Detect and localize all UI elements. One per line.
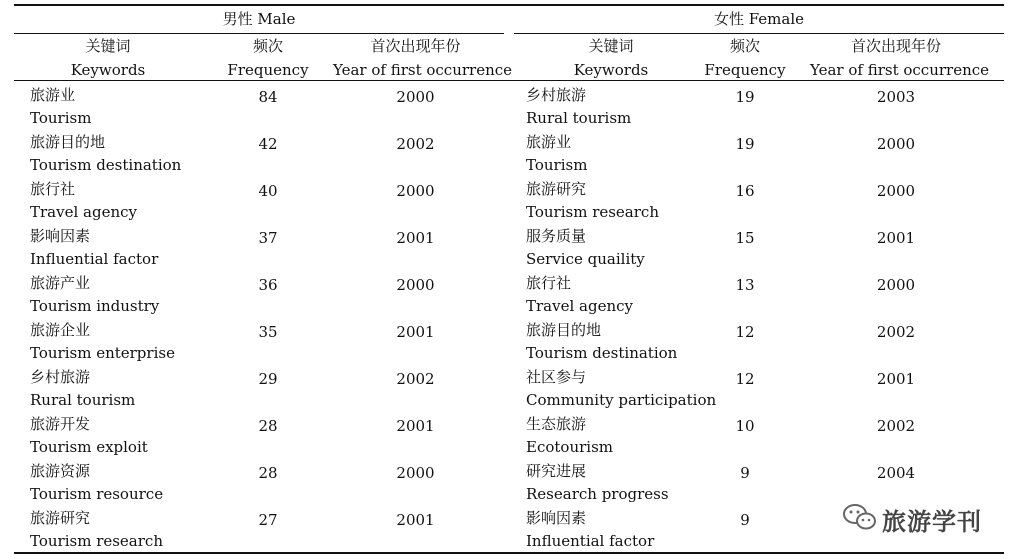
female-keyword-zh: 研究进展	[526, 462, 587, 480]
male-keyword-zh: 旅游研究	[30, 509, 91, 527]
male-frequency: 37	[258, 229, 278, 247]
male-keyword-en: Tourism destination	[30, 156, 182, 174]
male-keyword-en: Tourism industry	[30, 297, 160, 315]
male-keyword-zh: 旅游企业	[30, 321, 91, 339]
female-frequency: 13	[735, 276, 755, 294]
male-keyword-zh: 旅游业	[30, 86, 76, 104]
male-keyword-en: Rural tourism	[30, 391, 136, 409]
female-col-year-zh: 首次出现年份	[850, 37, 941, 55]
female-first-year: 2001	[876, 229, 916, 247]
female-col-freq-zh: 频次	[729, 37, 760, 55]
male-first-year: 2000	[396, 182, 435, 200]
female-frequency: 9	[740, 464, 750, 482]
watermark	[842, 500, 992, 534]
male-col-freq-en: Frequency	[227, 61, 309, 79]
female-keyword-zh: 旅游研究	[526, 180, 587, 198]
male-frequency: 27	[258, 511, 278, 529]
male-first-year: 2002	[396, 370, 435, 388]
male-group-rule	[14, 33, 504, 34]
male-keyword-en: Tourism exploit	[30, 438, 148, 456]
male-frequency: 36	[258, 276, 278, 294]
female-first-year: 2000	[876, 276, 916, 294]
female-frequency: 15	[735, 229, 755, 247]
female-keyword-zh: 影响因素	[526, 509, 587, 527]
male-keyword-en: Influential factor	[30, 250, 159, 268]
female-keyword-zh: 旅游目的地	[526, 321, 602, 339]
female-keyword-en: Rural tourism	[526, 109, 632, 127]
female-keyword-zh: 社区参与	[526, 368, 587, 386]
male-keyword-zh: 旅游目的地	[30, 133, 106, 151]
male-frequency: 84	[258, 88, 278, 106]
male-keyword-en: Travel agency	[30, 203, 137, 221]
male-keyword-zh: 旅游产业	[30, 274, 91, 292]
male-frequency: 35	[258, 323, 278, 341]
male-keyword-en: Tourism research	[30, 532, 163, 550]
female-keyword-en: Tourism research	[526, 203, 659, 221]
watermark-text: 旅游学刊	[882, 508, 982, 536]
female-keyword-en: Tourism destination	[526, 344, 678, 362]
header-rule	[14, 80, 1004, 81]
male-keyword-zh: 影响因素	[30, 227, 91, 245]
female-group-rule	[514, 33, 1004, 34]
male-frequency: 28	[258, 417, 278, 435]
male-col-year-zh: 首次出现年份	[370, 37, 461, 55]
female-keyword-en: Travel agency	[526, 297, 633, 315]
wechat-icon	[842, 502, 878, 532]
female-keyword-zh: 旅行社	[526, 274, 572, 292]
male-keyword-zh: 旅游开发	[30, 415, 91, 433]
female-first-year: 2001	[876, 370, 916, 388]
male-frequency: 29	[258, 370, 278, 388]
female-col-keywords-zh: 关键词	[588, 37, 634, 55]
male-col-freq-zh: 频次	[252, 37, 283, 55]
female-frequency: 19	[735, 135, 755, 153]
female-keyword-en: Research progress	[526, 485, 669, 503]
female-first-year: 2003	[876, 88, 916, 106]
male-col-year-en: Year of first occurrence	[333, 61, 513, 79]
female-col-keywords-en: Keywords	[573, 61, 649, 79]
female-frequency: 10	[735, 417, 755, 435]
female-frequency: 12	[735, 370, 755, 388]
female-keyword-en: Ecotourism	[526, 438, 613, 456]
male-frequency: 28	[258, 464, 278, 482]
male-first-year: 2001	[396, 229, 435, 247]
male-keyword-zh: 旅游资源	[30, 462, 91, 480]
female-frequency: 9	[740, 511, 750, 529]
female-first-year: 2002	[876, 323, 916, 341]
female-keyword-en: Tourism	[526, 156, 588, 174]
female-keyword-en: Community participation	[526, 391, 717, 409]
male-col-keywords-zh: 关键词	[85, 37, 131, 55]
female-keyword-zh: 乡村旅游	[526, 86, 587, 104]
bottom-rule	[14, 552, 1004, 554]
male-first-year: 2001	[396, 417, 435, 435]
male-keyword-en: Tourism	[30, 109, 92, 127]
male-keyword-zh: 乡村旅游	[30, 368, 91, 386]
male-first-year: 2002	[396, 135, 435, 153]
female-keyword-zh: 服务质量	[526, 227, 587, 245]
female-first-year: 2002	[876, 417, 916, 435]
male-keyword-en: Tourism enterprise	[30, 344, 175, 362]
female-keyword-en: Influential factor	[526, 532, 655, 550]
male-first-year: 2001	[396, 323, 435, 341]
top-rule	[14, 4, 1004, 6]
female-col-year-en: Year of first occurrence	[810, 61, 990, 79]
male-first-year: 2000	[396, 464, 435, 482]
male-first-year: 2001	[396, 511, 435, 529]
male-frequency: 40	[258, 182, 278, 200]
male-col-keywords-en: Keywords	[70, 61, 146, 79]
female-group-header: 女性 Female	[713, 10, 805, 28]
male-keyword-zh: 旅行社	[30, 180, 76, 198]
female-frequency: 19	[735, 88, 755, 106]
female-first-year: 2000	[876, 135, 916, 153]
female-first-year: 2004	[876, 464, 916, 482]
female-frequency: 12	[735, 323, 755, 341]
male-group-header: 男性 Male	[222, 10, 296, 28]
male-keyword-en: Tourism resource	[30, 485, 164, 503]
male-frequency: 42	[258, 135, 278, 153]
male-first-year: 2000	[396, 88, 435, 106]
female-keyword-zh: 旅游业	[526, 133, 572, 151]
female-frequency: 16	[735, 182, 755, 200]
female-keyword-en: Service quaility	[526, 250, 645, 268]
female-col-freq-en: Frequency	[704, 61, 786, 79]
female-keyword-zh: 生态旅游	[526, 415, 587, 433]
female-first-year: 2000	[876, 182, 916, 200]
male-first-year: 2000	[396, 276, 435, 294]
